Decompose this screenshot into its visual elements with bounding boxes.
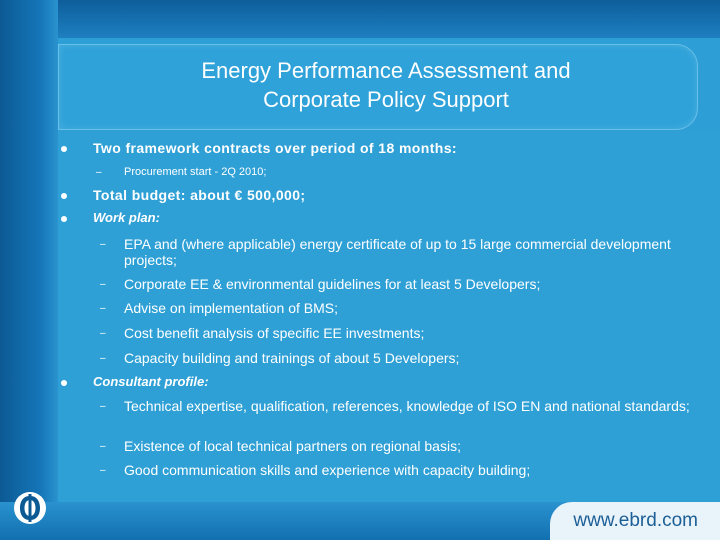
bullet-local-partners: Existence of local technical partners on regional basis; <box>124 438 461 454</box>
bullet-total-budget: Total budget: about € 500,000; <box>93 187 306 203</box>
bullet-capacity-building: Capacity building and trainings of about 5 Developers; <box>124 350 460 366</box>
dash-marker: – <box>100 353 106 364</box>
dash-marker: – <box>100 441 106 452</box>
bullet-epa-certificate: EPA and (where applicable) energy certificate of up to 15 large commercial development projects; <box>124 236 671 268</box>
slide-title-line-1: Energy Performance Assessment and <box>201 58 571 83</box>
dash-marker: – <box>100 303 106 314</box>
bullet-work-plan: Work plan: <box>93 210 160 225</box>
bullet-communication-skills: Good communication skills and experience with capacity building; <box>124 462 531 478</box>
dash-marker: – <box>100 279 106 290</box>
slide-title-line-2: Corporate Policy Support <box>263 87 509 112</box>
bullet-framework-contracts: Two framework contracts over period of 18 months: <box>93 140 457 156</box>
bullet-dot <box>61 216 67 222</box>
footer-url-link[interactable]: www.ebrd.com <box>573 510 698 531</box>
bullet-dot <box>61 146 67 152</box>
dash-marker: – <box>96 167 102 178</box>
bullet-dot <box>61 380 67 386</box>
ebrd-logo-icon <box>12 490 48 526</box>
bullet-advise-bms: Advise on implementation of BMS; <box>124 300 338 316</box>
dash-marker: – <box>100 239 106 250</box>
bullet-consultant-profile: Consultant profile: <box>93 374 209 389</box>
dash-marker: – <box>100 401 106 412</box>
bullet-cost-benefit: Cost benefit analysis of specific EE investments; <box>124 325 425 341</box>
dash-marker: – <box>100 328 106 339</box>
bullet-corporate-ee: Corporate EE & environmental guidelines for at least 5 Developers; <box>124 276 541 292</box>
bullet-dot <box>61 193 67 199</box>
bullet-procurement-start: Procurement start - 2Q 2010; <box>124 166 267 178</box>
dash-marker: – <box>100 465 106 476</box>
bullet-technical-expertise: Technical expertise, qualification, references, knowledge of ISO EN and national standards; <box>124 398 690 414</box>
